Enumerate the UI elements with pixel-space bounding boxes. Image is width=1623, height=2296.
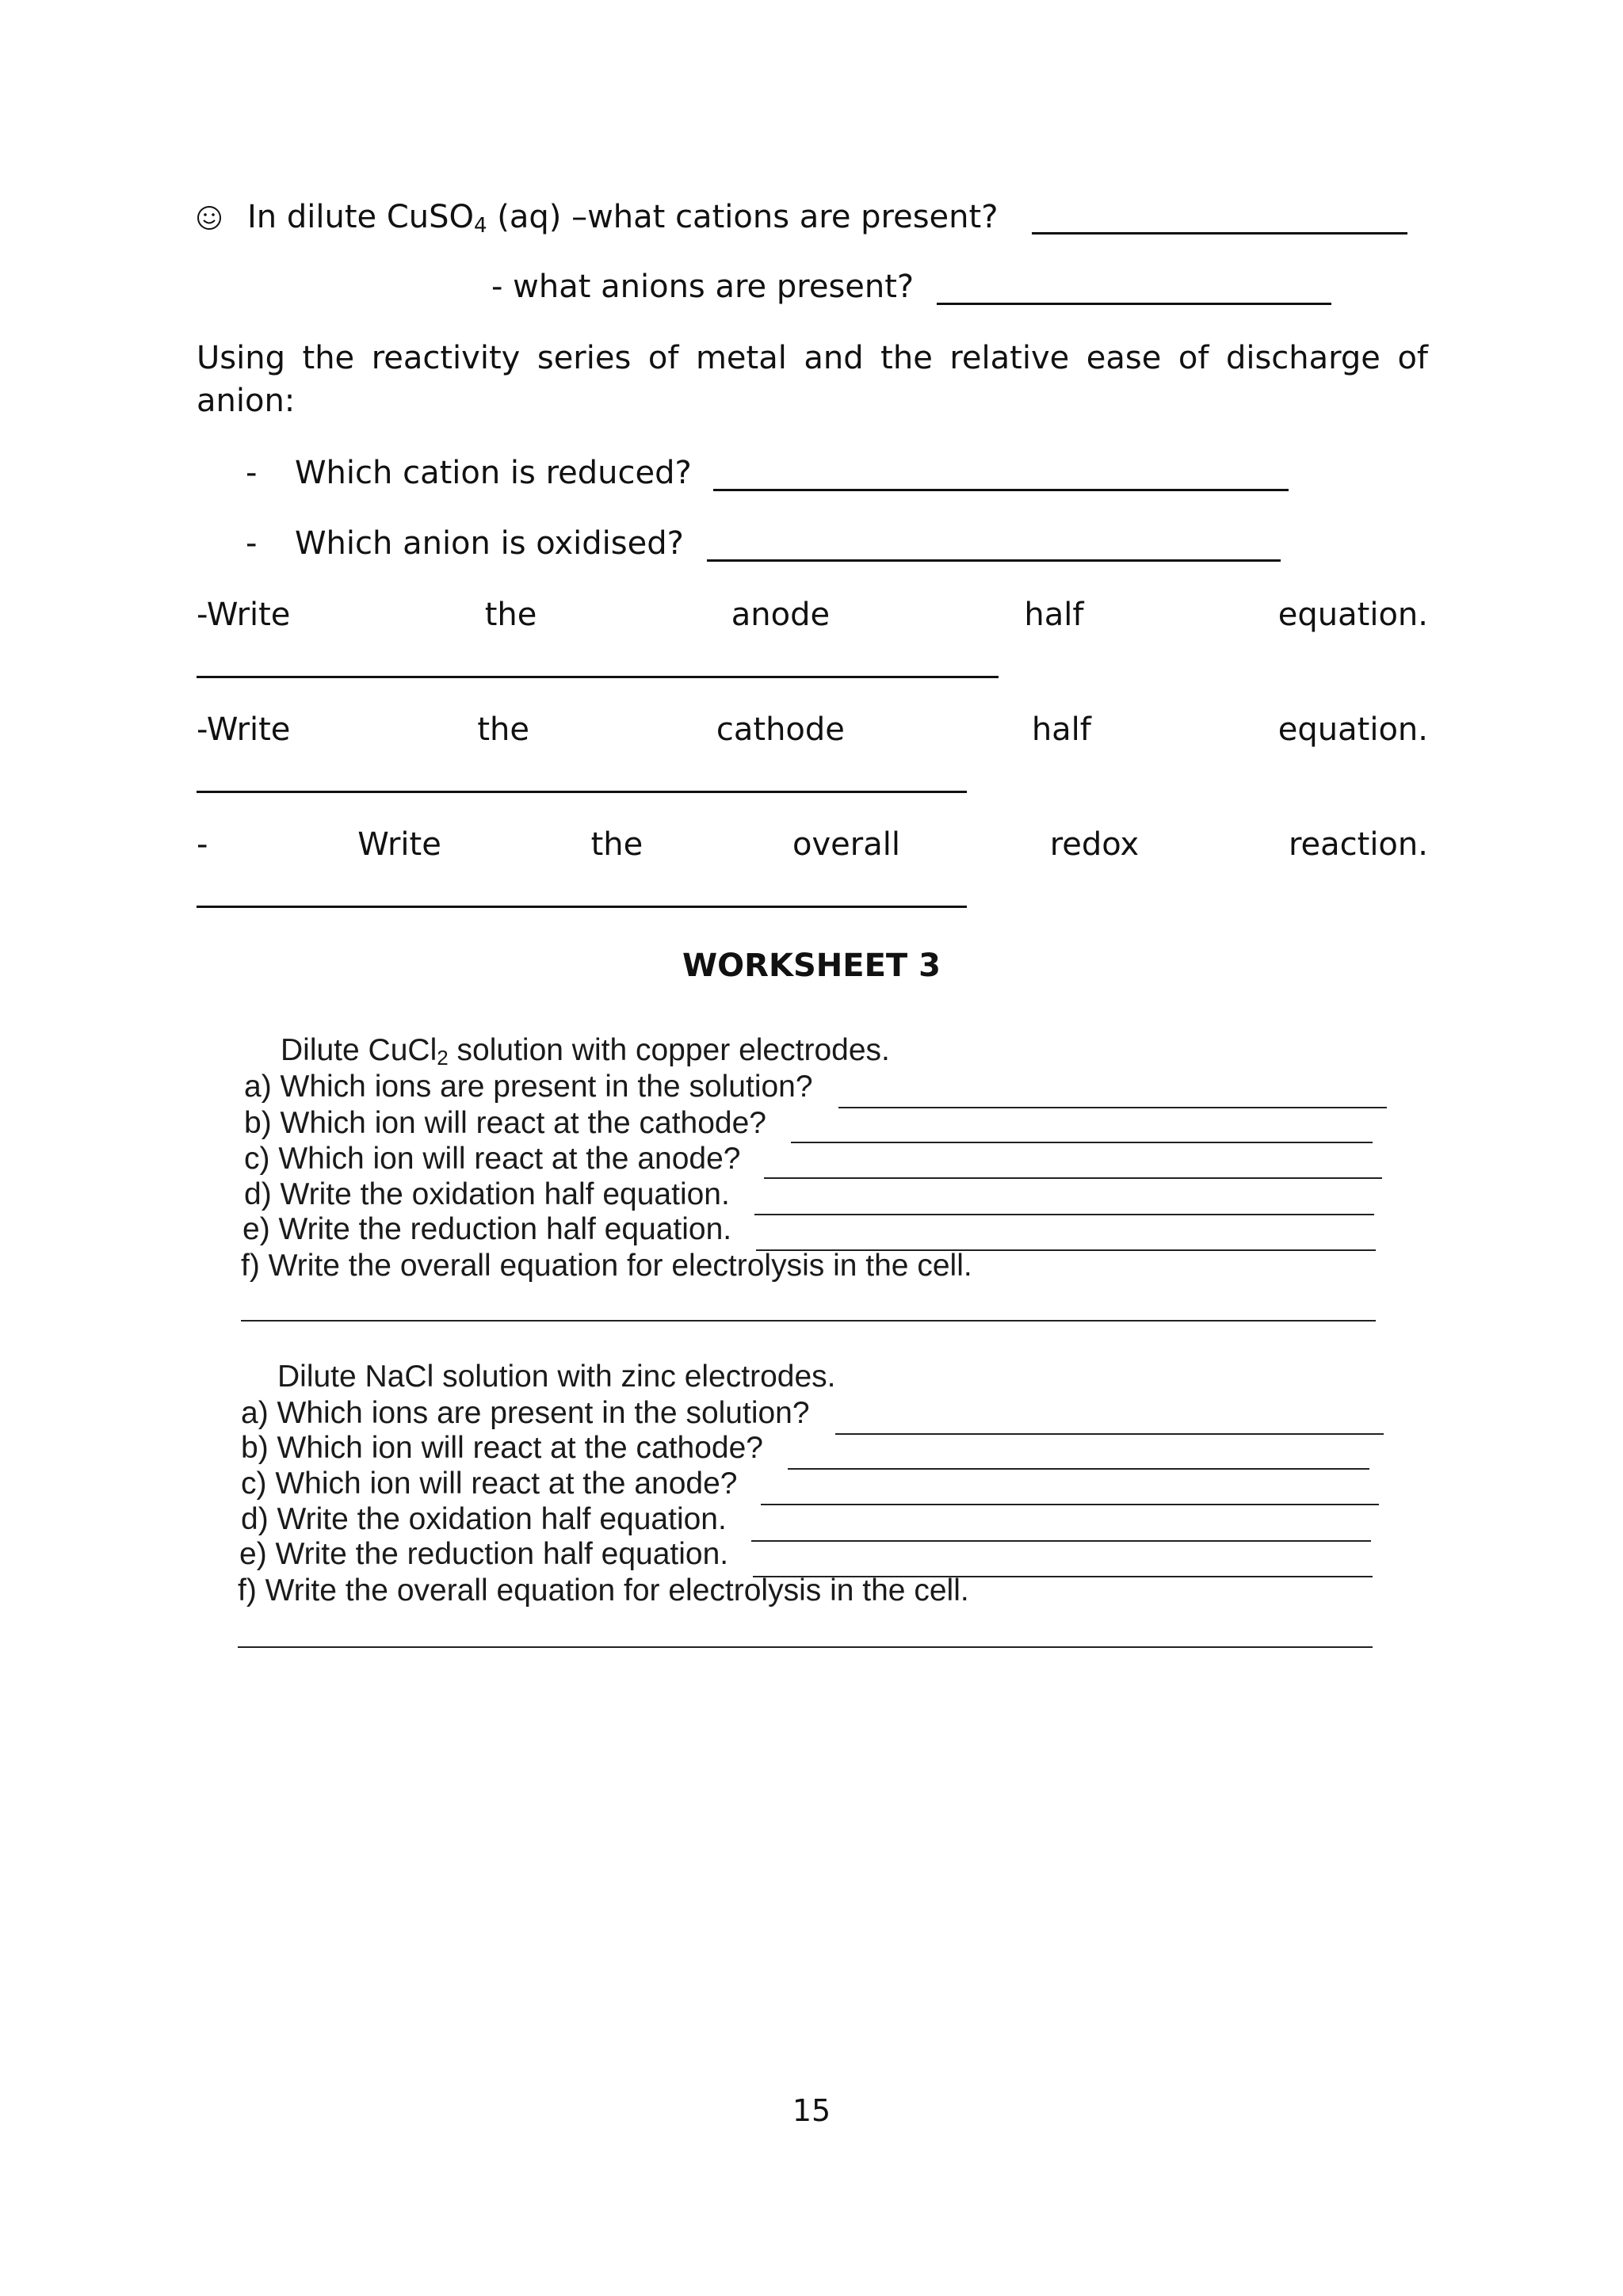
scan2-q-d: d) Write the oxidation half equation. xyxy=(241,1502,727,1536)
scan1-q-f: f) Write the overall equation for electrolysis in the cell. xyxy=(241,1249,972,1283)
word: anode xyxy=(731,597,831,633)
intro-line-1: Using the reactivity series of metal and the relative ease of discharge of xyxy=(197,340,1428,376)
scan2-heading: Dilute NaCl solution with zinc electrodes. xyxy=(277,1360,836,1394)
scan2-q-b: b) Which ion will react at the cathode? xyxy=(241,1431,764,1465)
question-cations-text-a: In dilute CuSO xyxy=(247,199,474,235)
word: redox xyxy=(1049,826,1140,863)
word: -Write xyxy=(197,597,291,633)
anode-instruction xyxy=(197,596,1428,634)
scan1-q-a: a) Which ions are present in the solution? xyxy=(244,1070,813,1104)
answer-line-cathode[interactable] xyxy=(197,791,967,793)
word: -Write xyxy=(197,711,291,748)
question-anion-oxidised: Which anion is oxidised? xyxy=(295,525,684,562)
answer-line-cation-reduced[interactable] xyxy=(713,489,1289,491)
question-cations xyxy=(197,198,998,245)
scan1-heading-b: solution with copper electrodes. xyxy=(448,1033,890,1067)
word: overall xyxy=(792,826,900,863)
scan1-q-c: c) Which ion will react at the anode? xyxy=(244,1142,741,1176)
scan2-q-f: f) Write the overall equation for electrolysis in the cell. xyxy=(238,1573,969,1608)
scan2-q-a: a) Which ions are present in the solution? xyxy=(241,1396,810,1430)
scan1-q-d: d) Write the oxidation half equation. xyxy=(244,1177,730,1211)
answer-line-overall[interactable] xyxy=(197,906,967,908)
word: equation. xyxy=(1277,711,1428,748)
smiley-icon xyxy=(197,198,223,236)
question-anions: - what anions are present? xyxy=(491,269,915,305)
answer-line-cations[interactable] xyxy=(1032,232,1407,235)
question-cations-text-b: (aq) –what cations are present? xyxy=(487,199,999,235)
bullet-dash: - xyxy=(246,455,258,491)
scan2-q-e: e) Write the reduction half equation. xyxy=(239,1537,729,1571)
scan1-heading-a: Dilute CuCl xyxy=(281,1033,437,1067)
scan1-answer-line-b[interactable] xyxy=(791,1142,1373,1143)
overall-instruction xyxy=(197,826,1428,864)
scan1-answer-line-d[interactable] xyxy=(754,1214,1374,1215)
scan1-q-e: e) Write the reduction half equation. xyxy=(242,1212,732,1246)
word: the xyxy=(477,711,529,748)
answer-line-anions[interactable] xyxy=(937,303,1331,305)
scan1-answer-line-c[interactable] xyxy=(764,1177,1382,1179)
word: half xyxy=(1024,597,1084,633)
page-number: 15 xyxy=(792,2093,831,2128)
scan2-answer-line-b[interactable] xyxy=(788,1468,1369,1470)
word: - xyxy=(197,826,208,863)
answer-line-anode[interactable] xyxy=(197,676,999,678)
bullet-dash: - xyxy=(246,525,258,562)
word: the xyxy=(484,597,537,633)
scan2-q-c: c) Which ion will react at the anode? xyxy=(241,1466,738,1501)
subscript-4: 4 xyxy=(474,214,487,238)
scan2-answer-line-a[interactable] xyxy=(835,1433,1384,1435)
word: the xyxy=(590,826,643,863)
cathode-instruction xyxy=(197,711,1428,749)
word: half xyxy=(1031,711,1091,748)
word: reaction. xyxy=(1288,826,1428,863)
word: equation. xyxy=(1277,597,1428,633)
word: Write xyxy=(357,826,441,863)
answer-line-anion-oxidised[interactable] xyxy=(707,559,1281,562)
question-cation-reduced: Which cation is reduced? xyxy=(295,455,692,491)
scan1-answer-line-f[interactable] xyxy=(241,1320,1376,1322)
scan2-answer-line-c[interactable] xyxy=(761,1504,1379,1505)
scan1-answer-line-a[interactable] xyxy=(838,1107,1387,1108)
word: cathode xyxy=(716,711,845,748)
scan1-q-b: b) Which ion will react at the cathode? xyxy=(244,1106,767,1140)
scan2-answer-line-d[interactable] xyxy=(751,1540,1371,1542)
intro-line-2: anion: xyxy=(197,383,296,419)
worksheet-title: WORKSHEET 3 xyxy=(682,948,941,984)
scan1-heading-sub: 2 xyxy=(437,1046,449,1070)
scan2-answer-line-f[interactable] xyxy=(238,1646,1373,1648)
